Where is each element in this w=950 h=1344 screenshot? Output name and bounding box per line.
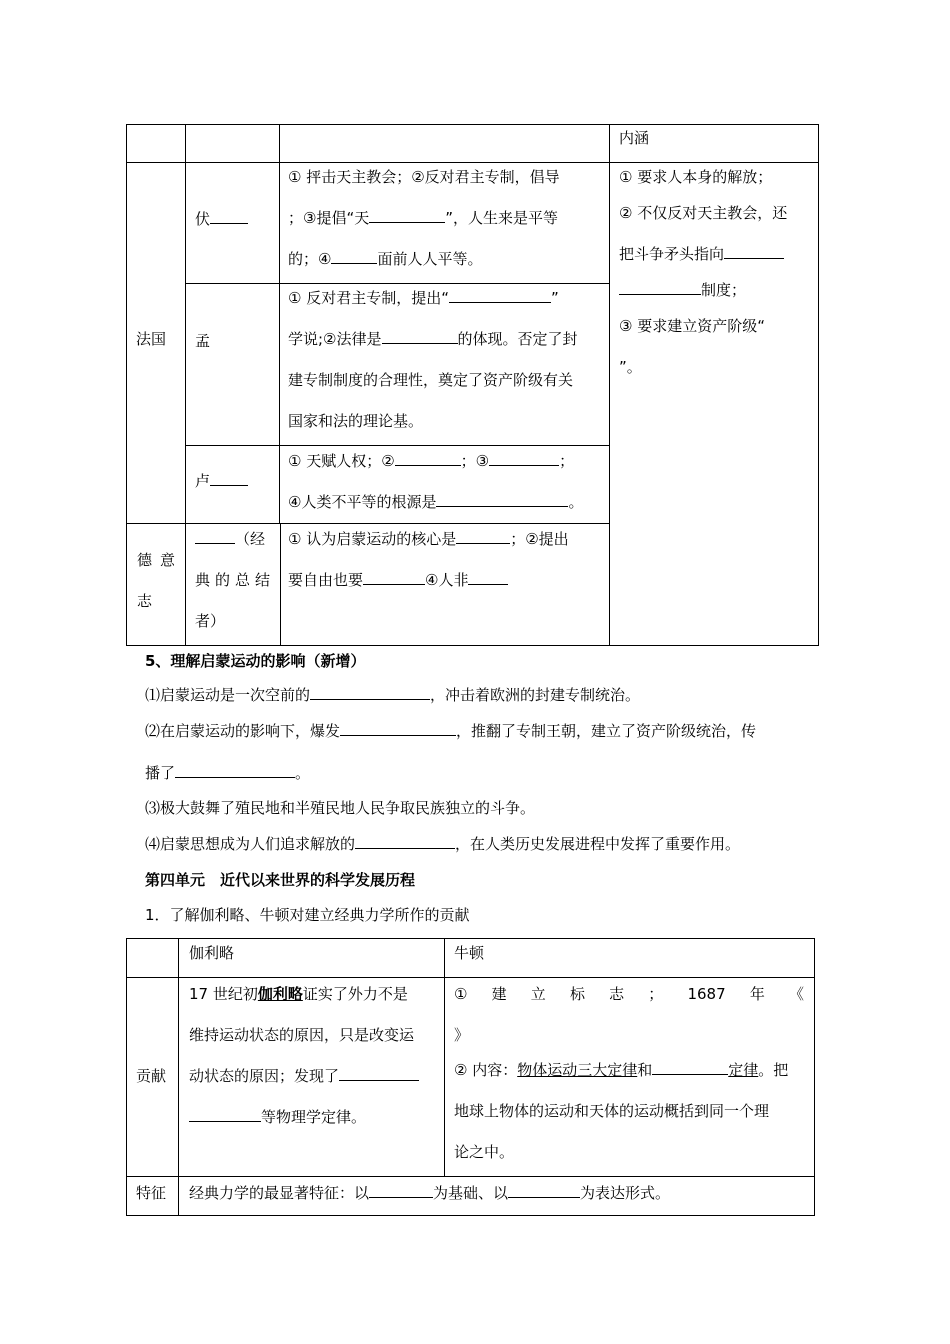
rousseau-line-1: ① 天赋人权；② ；③ ； <box>288 452 575 470</box>
connotation-line-5: ③ 要求建立资产阶级“ <box>619 317 765 335</box>
connotation-line-2: ② 不仅反对天主教会，还 <box>619 204 788 222</box>
section-5-item-3: ⑶极大鼓舞了殖民地和半殖民地人民争取民族独立的斗争。 <box>145 799 536 817</box>
row-label-france: 法国 <box>136 330 167 348</box>
section-5-item-2-cont: 播了 。 <box>145 764 311 782</box>
row-label-germany-3: 志 <box>137 592 153 610</box>
galileo-line-3: 动状态的原因；发现了 <box>189 1066 419 1086</box>
unit-4-heading: 第四单元 近代以来世界的科学发展历程 <box>145 871 416 889</box>
connotation-line-4: 制度； <box>619 280 746 300</box>
header-galileo: 伽利略 <box>189 944 235 962</box>
connotation-line-3: 把斗争矛头指向 <box>619 244 784 264</box>
newton-line-2: 》 <box>454 1026 470 1044</box>
unit-4-item-1: 1．了解伽利略、牛顿对建立经典力学所作的贡献 <box>145 906 470 924</box>
newton-line-5: 论之中。 <box>454 1143 515 1161</box>
newton-line-1: ① 建 立 标 志 ； 1687 年 《 <box>454 985 804 1003</box>
voltaire-line-1: ① 抨击天主教会；②反对君主专制，倡导 <box>288 168 560 186</box>
newton-line-3: ② 内容：物体运动三大定律和 定律。把 <box>454 1061 789 1079</box>
montesquieu-name: 孟 <box>195 332 211 350</box>
kant-line-1: ① 认为启蒙运动的核心是 ；②提出 <box>288 530 569 548</box>
row-label-contribution: 贡献 <box>136 1067 167 1085</box>
kant-line-2: 要自由也要 ④人非 <box>288 570 508 590</box>
montesquieu-line-1: ① 反对君主专制，提出“ ” <box>288 289 559 307</box>
rousseau-name: 卢 <box>195 471 248 491</box>
section-5-item-2: ⑵在启蒙运动的影响下，爆发 ，推翻了专制王朝，建立了资产阶级统治，传 <box>145 722 757 740</box>
montesquieu-line-2: 学说;②法律是 的体现。否定了封 <box>288 330 578 348</box>
row-label-germany-2: 意 <box>160 551 176 569</box>
kant-name-line-2: 典 的 总 结 <box>195 571 270 589</box>
kant-name-line-3: 者） <box>195 612 226 630</box>
montesquieu-line-4: 国家和法的理论基。 <box>288 412 424 430</box>
voltaire-name: 伏 <box>195 209 248 229</box>
voltaire-line-3: 的；④ 面前人人平等。 <box>288 250 483 268</box>
kant-name-line-1: （经 <box>195 529 265 549</box>
montesquieu-line-3: 建专制制度的合理性，奠定了资产阶级有关 <box>288 371 574 389</box>
connotation-line-1: ① 要求人本身的解放； <box>619 168 773 186</box>
header-newton: 牛顿 <box>454 944 485 962</box>
section-5-heading: 5、理解启蒙运动的影响（新增） <box>145 652 366 670</box>
feature-text: 经典力学的最显著特征：以 为基础、以 为表达形式。 <box>189 1184 671 1202</box>
voltaire-line-2: ；③提倡“天 ”，人生来是平等 <box>288 209 558 227</box>
galileo-line-1: 17 世纪初伽利略证实了外力不是 <box>189 985 408 1003</box>
header-connotation: 内涵 <box>619 129 650 147</box>
row-label-germany-1: 德 <box>137 551 153 569</box>
section-5-item-4: ⑷启蒙思想成为人们追求解放的 ，在人类历史发展进程中发挥了重要作用。 <box>145 835 741 853</box>
rousseau-line-2: ④人类不平等的根源是 。 <box>288 493 584 511</box>
newton-line-4: 地球上物体的运动和天体的运动概括到同一个理 <box>454 1102 770 1120</box>
galileo-line-4: 等物理学定律。 <box>189 1107 366 1127</box>
galileo-line-2: 维持运动状态的原因，只是改变运 <box>189 1026 415 1044</box>
connotation-line-6: ”。 <box>619 358 642 376</box>
row-label-feature: 特征 <box>136 1184 167 1202</box>
section-5-item-1: ⑴启蒙运动是一次空前的 ，冲击着欧洲的封建专制统治。 <box>145 686 641 704</box>
